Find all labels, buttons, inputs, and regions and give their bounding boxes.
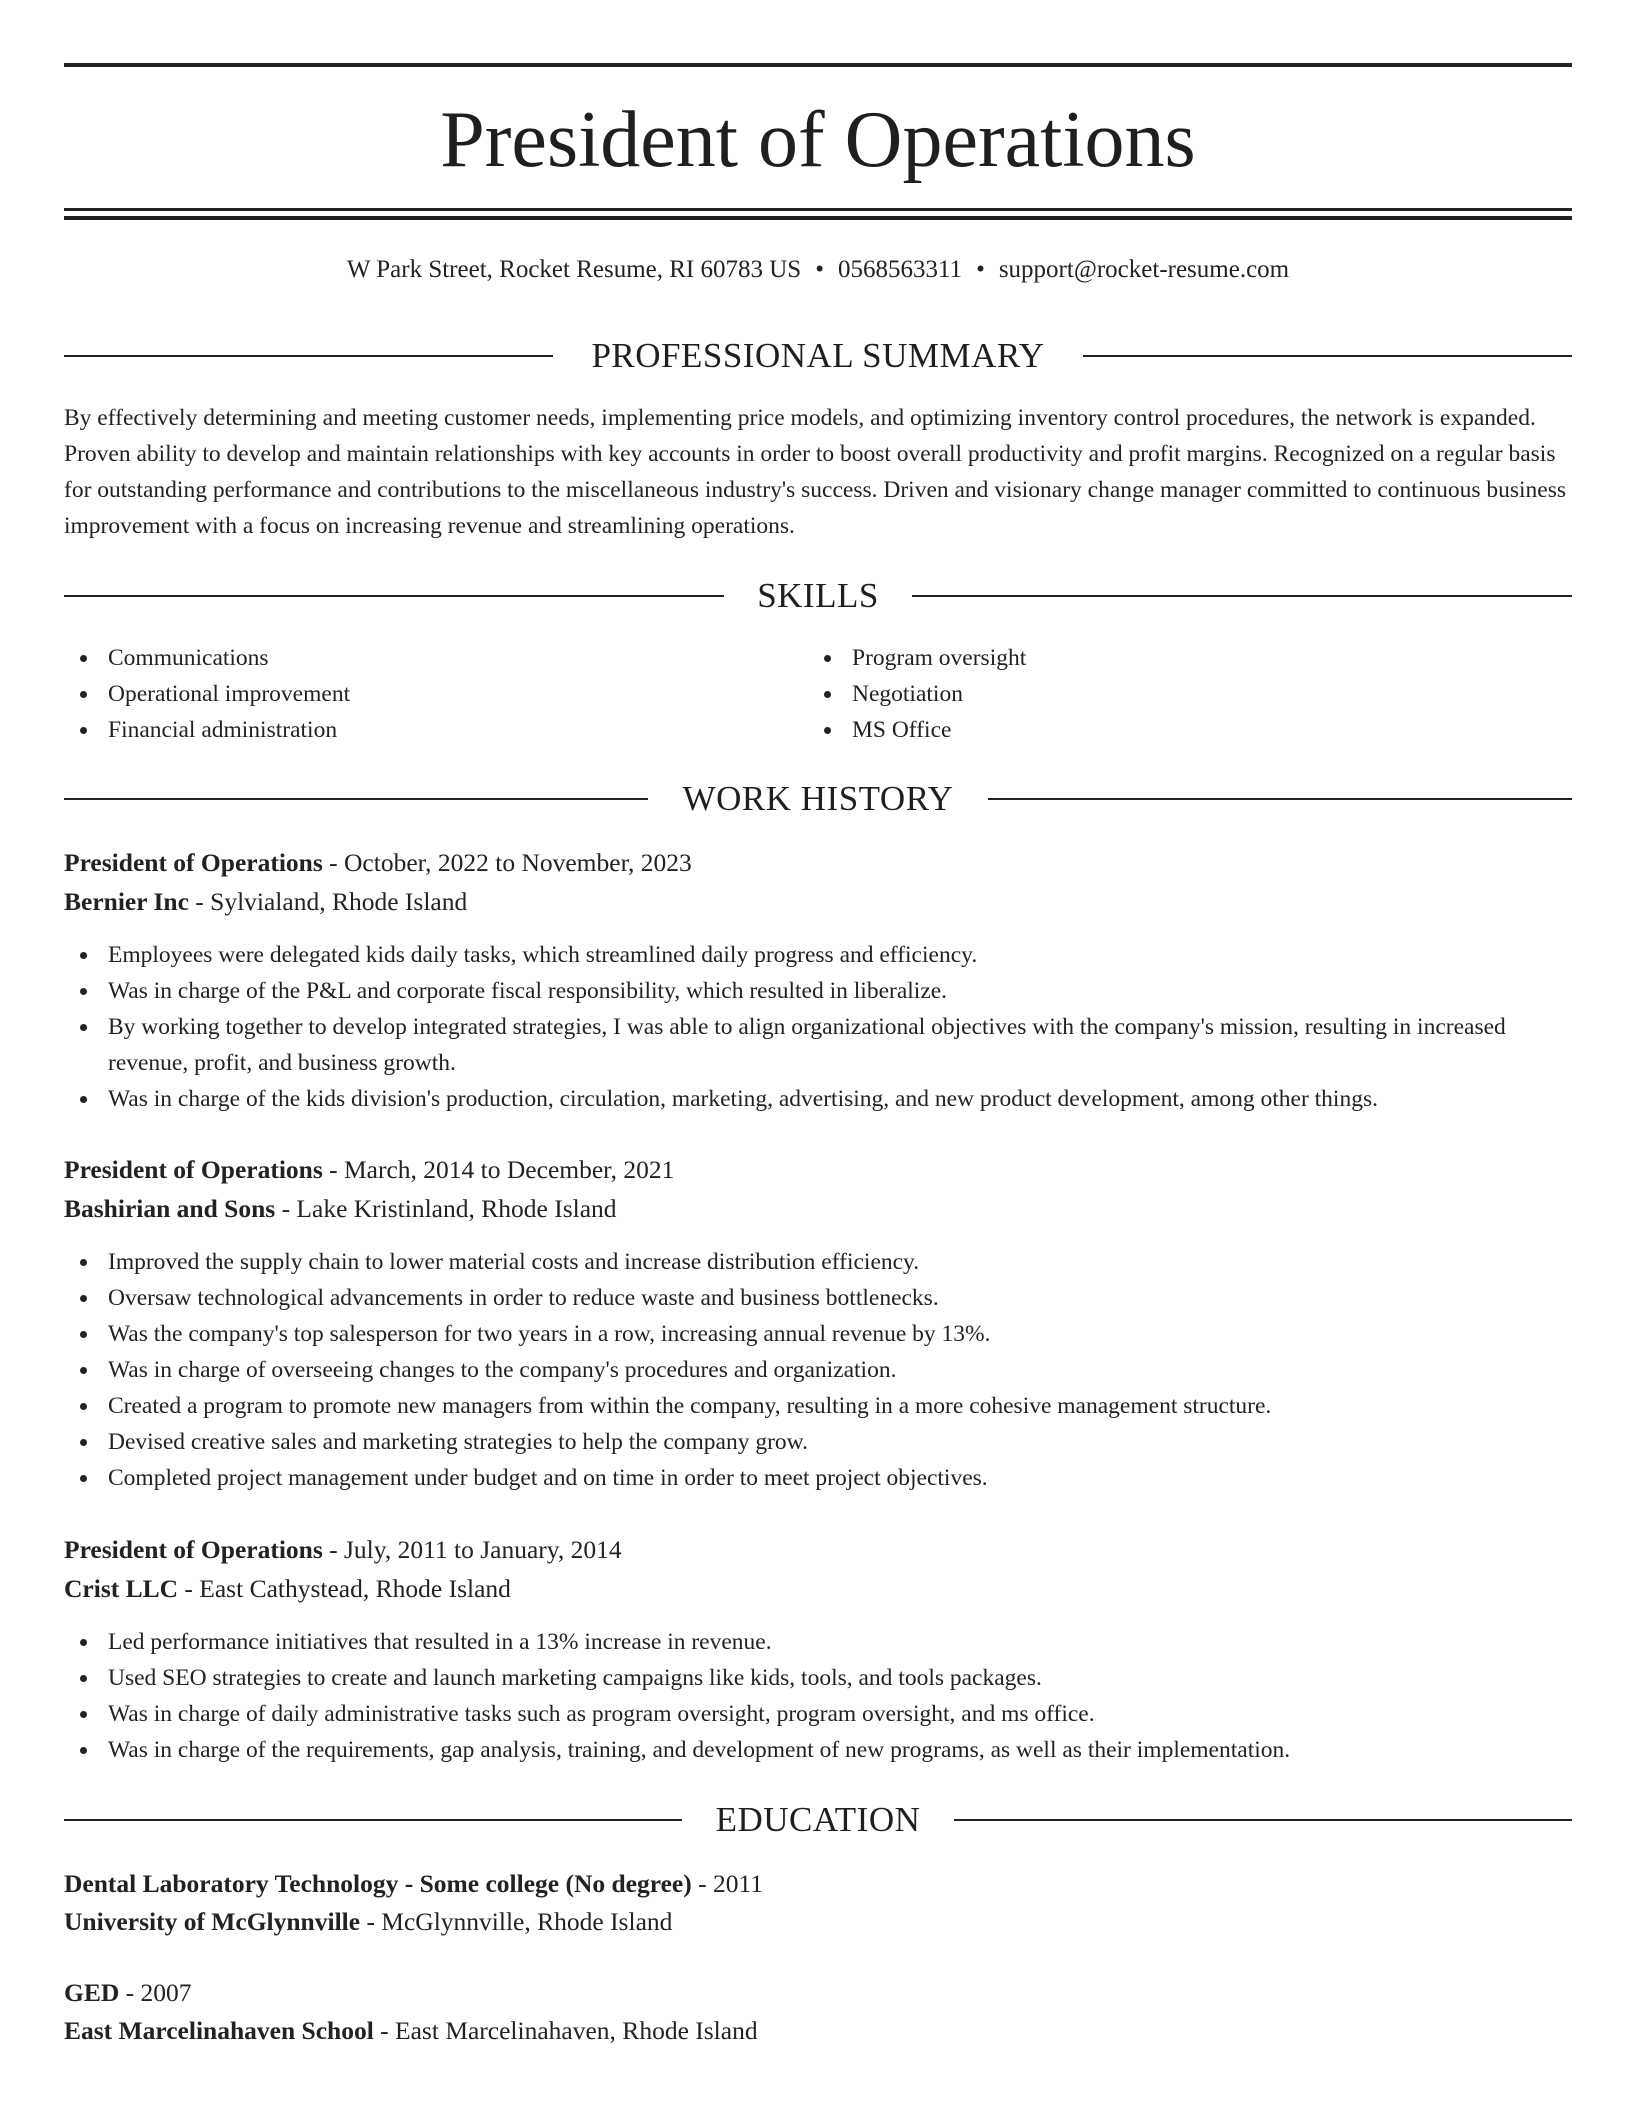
job-bullet: Was in charge of the requirements, gap analysis, training, and development of new programs, as well as their implementation.: [64, 1732, 1572, 1768]
education-degree-line: [64, 1866, 1572, 1902]
job-bullet: Was in charge of the kids division's production, circulation, marketing, advertising, and new product development, among other things.: [64, 1081, 1572, 1117]
job-company-line: [64, 1571, 1572, 1607]
job-bullets: [64, 1624, 1572, 1768]
phone: 0568563311: [837, 256, 963, 283]
job-company-line: [64, 884, 1572, 920]
degree: GED: [64, 1978, 120, 2007]
contact-line: [64, 254, 1572, 286]
school-location: - East Marcelinahaven, Rhode Island: [373, 2016, 758, 2045]
heading-rule: [988, 798, 1572, 800]
school-name: University of McGlynnville: [64, 1907, 361, 1936]
job-location: - Sylvialand, Rhode Island: [188, 887, 468, 916]
job-bullet: Employees were delegated kids daily tasks, which streamlined daily progress and efficiency.: [64, 937, 1572, 973]
candidate-name: President of Operations: [440, 96, 1196, 184]
degree: Dental Laboratory Technology - Some college (No degree): [64, 1869, 692, 1898]
header-double-rule: [64, 208, 1572, 220]
school-location: - McGlynnville, Rhode Island: [360, 1907, 673, 1936]
education-school-line: [64, 2013, 1572, 2049]
job-dates: - March, 2014 to December, 2021: [322, 1155, 675, 1184]
education-year: - 2007: [119, 1978, 192, 2007]
job-bullet: Led performance initiatives that resulted in a 13% increase in revenue.: [64, 1624, 1572, 1660]
section-heading-education: [64, 1797, 1572, 1843]
heading-rule: [1083, 355, 1572, 357]
job-bullet: Was in charge of the P&L and corporate fiscal responsibility, which resulted in liberalize.: [64, 973, 1572, 1009]
job-bullet: Improved the supply chain to lower material costs and increase distribution efficiency.: [64, 1244, 1572, 1280]
job-location: - East Cathystead, Rhode Island: [178, 1574, 511, 1603]
job-bullet: Was the company's top salesperson for two years in a row, increasing annual revenue by 13%.: [64, 1316, 1572, 1352]
job-bullet: Completed project management under budget and on time in order to meet project objectives.: [64, 1460, 1572, 1496]
section-heading-skills: [64, 573, 1572, 619]
section-heading-summary: [64, 333, 1572, 379]
email: support@rocket-resume.com: [998, 256, 1290, 283]
job-bullet: Devised creative sales and marketing strategies to help the company grow.: [64, 1424, 1572, 1460]
section-heading-work: [64, 776, 1572, 822]
company-name: Bernier Inc: [64, 887, 189, 916]
skills-list-left: [64, 640, 804, 748]
job-location: - Lake Kristinland, Rhode Island: [275, 1194, 617, 1223]
job-title-line: [64, 845, 1572, 881]
contact-separator: •: [815, 256, 824, 283]
section-title: WORK HISTORY: [682, 779, 954, 818]
job-bullet: Was in charge of overseeing changes to the company's procedures and organization.: [64, 1352, 1572, 1388]
company-name: Bashirian and Sons: [64, 1194, 276, 1223]
education-school-line: [64, 1904, 1572, 1940]
job-title: President of Operations: [64, 1155, 323, 1184]
skill-item: Financial administration: [64, 712, 804, 748]
job-bullet: Oversaw technological advancements in order to reduce waste and business bottlenecks.: [64, 1280, 1572, 1316]
job-bullet: Was in charge of daily administrative tasks such as program oversight, program oversight, and ms office.: [64, 1696, 1572, 1732]
skill-item: Negotiation: [808, 676, 1568, 712]
school-name: East Marcelinahaven School: [64, 2016, 374, 2045]
education-degree-line: [64, 1975, 1572, 2011]
job-bullet: By working together to develop integrated strategies, I was able to align organizational objectives with the company's mission, resulting in increased revenue, profit, and business growth.: [64, 1009, 1572, 1081]
job-title: President of Operations: [64, 848, 323, 877]
summary-text: By effectively determining and meeting customer needs, implementing price models, and optimizing inventory control procedures, the network is expanded. Proven ability to develop and maintain relationships with key accounts in order to boost overall productivity and profit margins. Recognized on a regular basis for outstanding performance and contributions to the miscellaneous industry's success. Driven and visionary change manager committed to continuous business improvement with a focus on increasing revenue and streamlining operations.: [64, 405, 1567, 539]
section-title: PROFESSIONAL SUMMARY: [591, 336, 1045, 375]
job-dates: - October, 2022 to November, 2023: [322, 848, 692, 877]
contact-separator: •: [976, 256, 985, 283]
skill-item: Operational improvement: [64, 676, 804, 712]
job-company-line: [64, 1191, 1572, 1227]
address: W Park Street, Rocket Resume, RI 60783 US: [346, 256, 802, 283]
job-title: President of Operations: [64, 1535, 323, 1564]
skill-item: MS Office: [808, 712, 1568, 748]
company-name: Crist LLC: [64, 1574, 179, 1603]
job-title-line: [64, 1532, 1572, 1568]
education-year: - 2011: [691, 1869, 764, 1898]
skill-item: Program oversight: [808, 640, 1568, 676]
job-bullet: Used SEO strategies to create and launch marketing campaigns like kids, tools, and tools packages.: [64, 1660, 1572, 1696]
heading-rule: [954, 1819, 1572, 1821]
top-rule: [64, 63, 1572, 67]
skills-list-right: [808, 640, 1568, 748]
section-title: EDUCATION: [715, 1800, 921, 1839]
skill-item: Communications: [64, 640, 804, 676]
job-bullets: [64, 937, 1572, 1117]
job-dates: - July, 2011 to January, 2014: [322, 1535, 622, 1564]
job-title-line: [64, 1152, 1572, 1188]
job-bullet: Created a program to promote new managers from within the company, resulting in a more cohesive management structure.: [64, 1388, 1572, 1424]
job-bullets: [64, 1244, 1572, 1496]
section-title: SKILLS: [757, 576, 879, 615]
heading-rule: [912, 595, 1572, 597]
